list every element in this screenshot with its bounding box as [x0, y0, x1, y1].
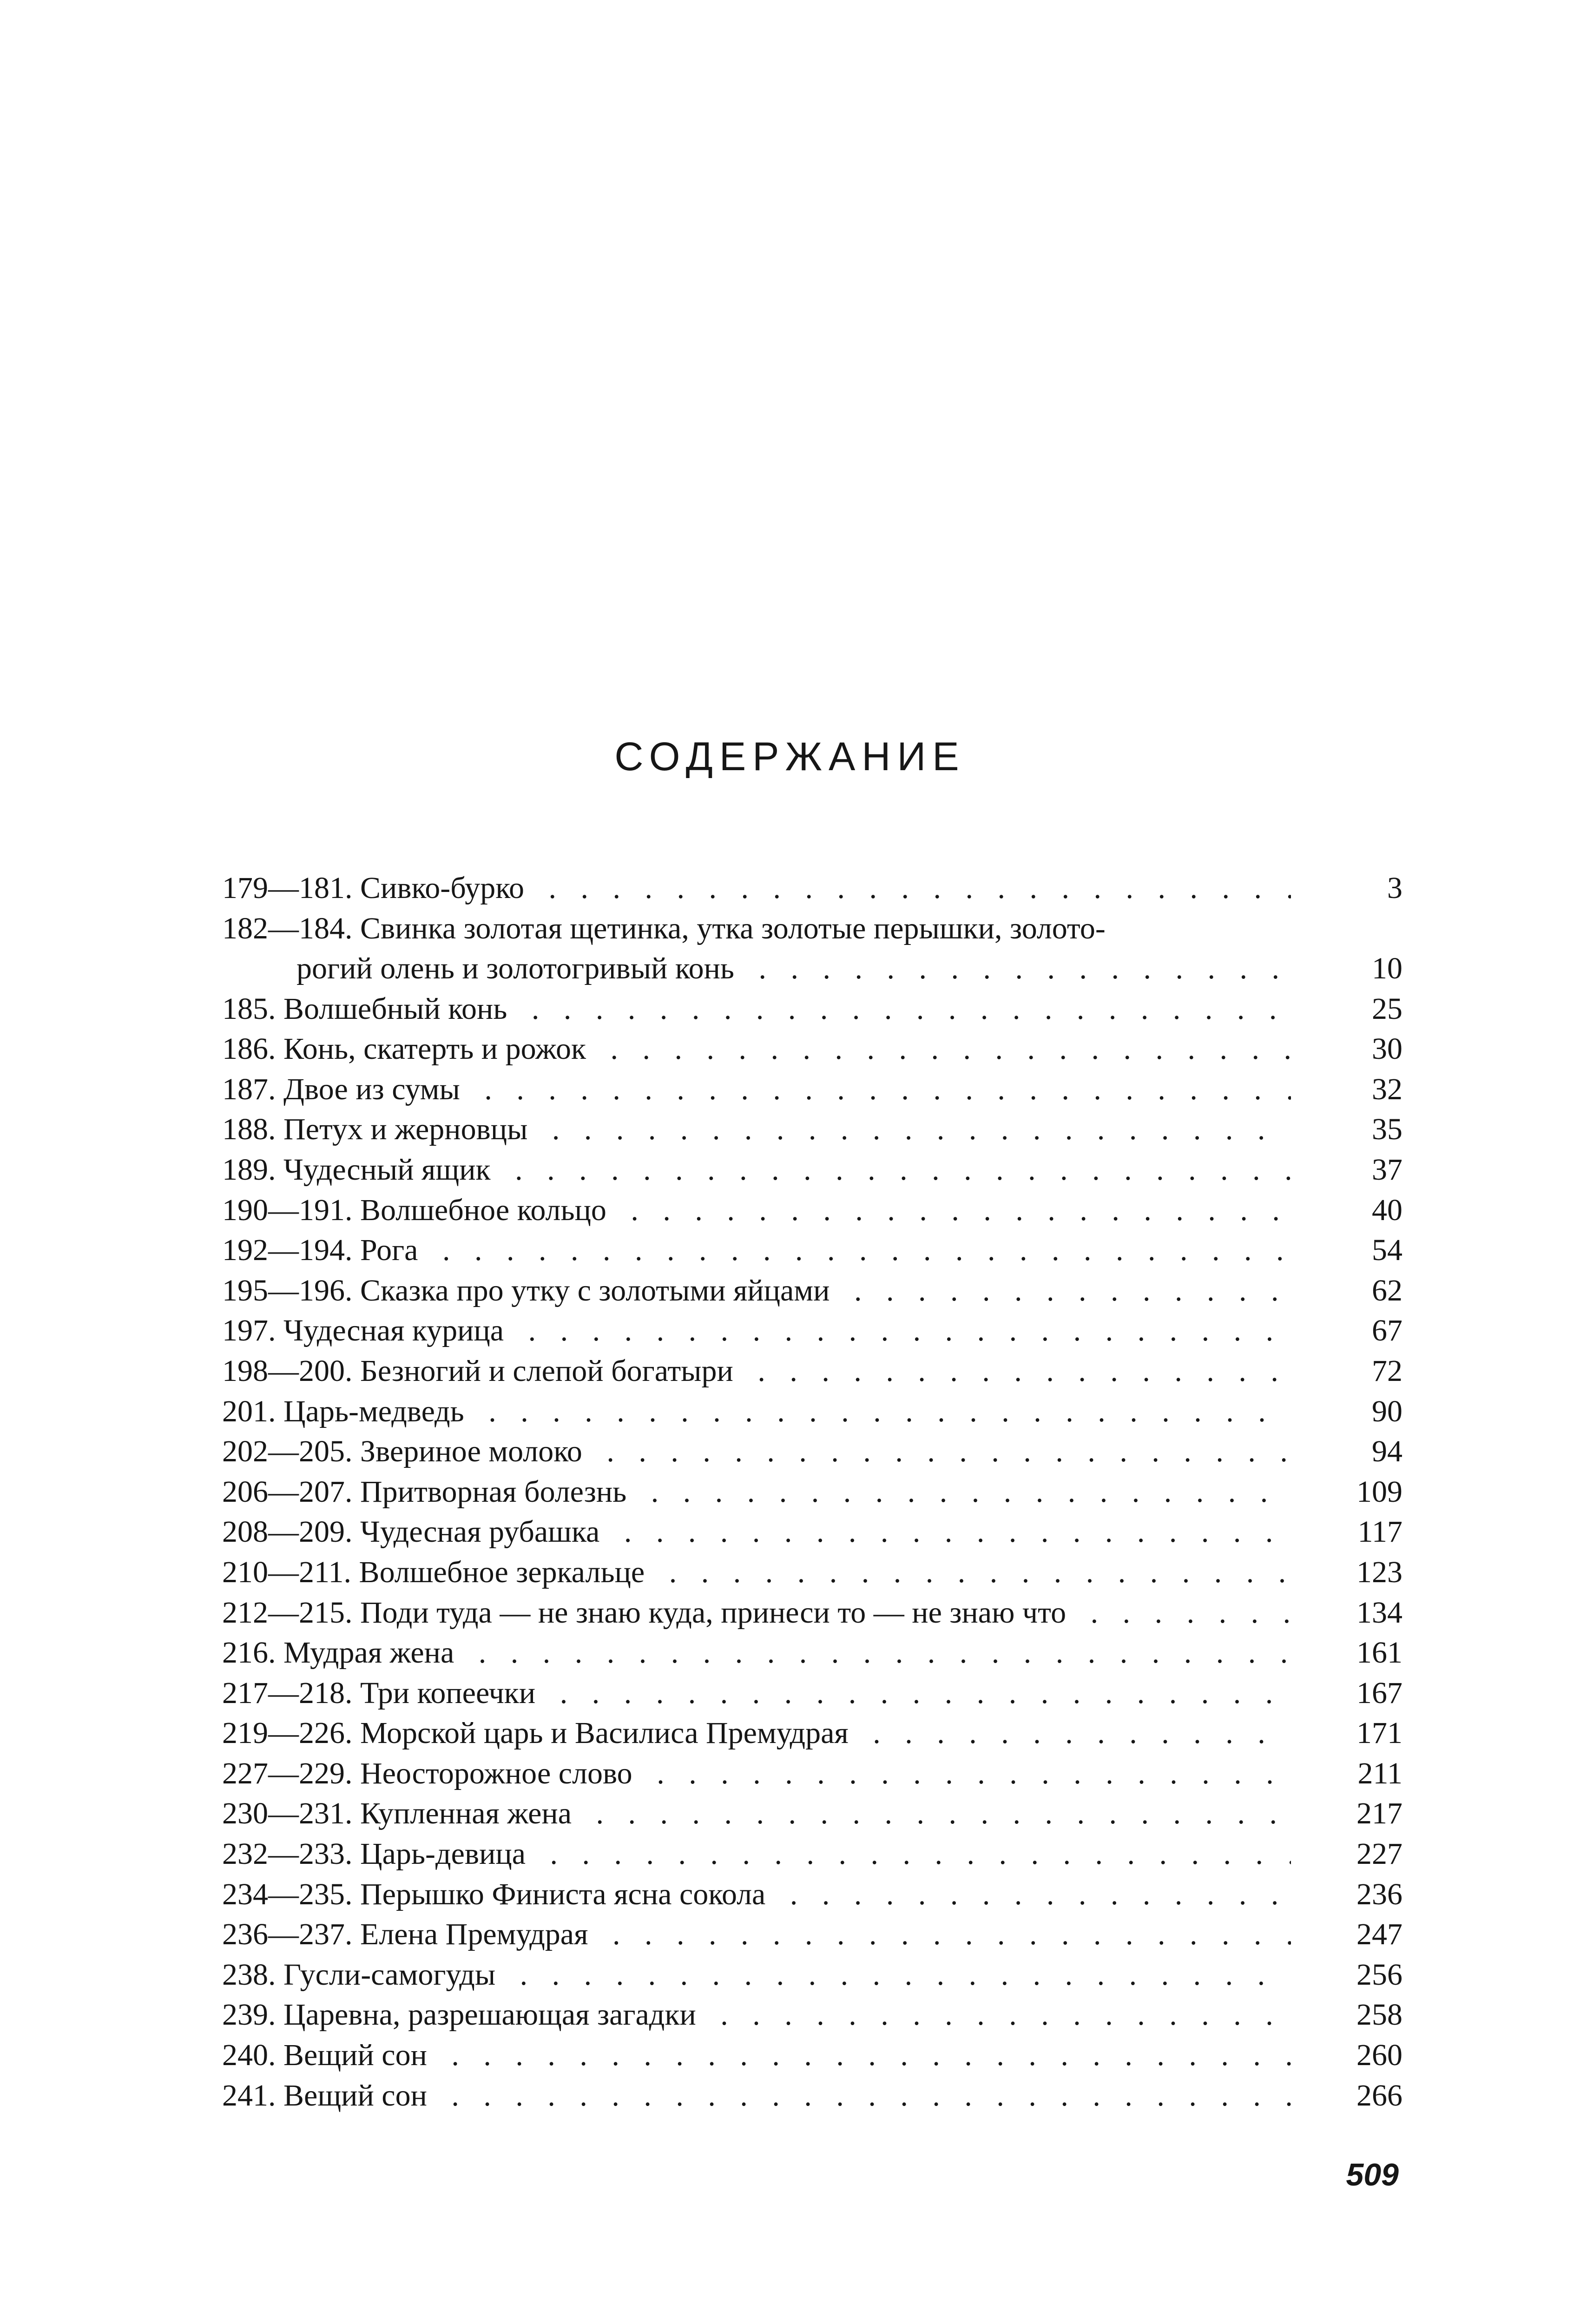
toc-entry-page: 266: [1356, 2078, 1402, 2113]
toc-entry-label: 212—215. Поди туда — не знаю куда, принеси то — не знаю что: [222, 1596, 1074, 1630]
toc-entry-label: 234—235. Перышко Финиста ясна сокола: [222, 1877, 774, 1911]
toc-entry-page: 62: [1372, 1273, 1402, 1307]
toc-entry-page: 123: [1356, 1555, 1402, 1589]
toc-entry-label: 198—200. Безногий и слепой богатыри: [222, 1354, 742, 1388]
toc-entry-label: 190—191. Волшебное кольцо: [222, 1193, 615, 1227]
toc-entry: [222, 1875, 1402, 1915]
toc-entry: [222, 909, 1402, 989]
toc-entry-label: 182—184. Свинка золотая щетинка, утка золотые перышки, золото-: [222, 911, 1106, 945]
toc-entry: [222, 1109, 1402, 1150]
page-number: 509: [1346, 2157, 1399, 2192]
toc-entry: [222, 1070, 1402, 1110]
toc-entry-label: 240. Вещий сон: [222, 2038, 435, 2072]
toc-entry-page: 260: [1356, 2038, 1402, 2073]
toc-entry-label: 195—196. Сказка про утку с золотыми яйцами: [222, 1274, 838, 1307]
toc-entry: [222, 1230, 1402, 1271]
toc-entry-page: 109: [1356, 1474, 1402, 1509]
toc-entry-label: 188. Петух и жерновцы: [222, 1112, 536, 1146]
toc-entry-label: 227—229. Неосторожное слово: [222, 1756, 641, 1790]
toc-entry: [222, 1150, 1402, 1190]
toc-entry: [222, 1392, 1402, 1432]
toc-entry-page: 117: [1357, 1515, 1402, 1549]
toc-entry-page: 40: [1372, 1193, 1402, 1227]
toc-entry: [222, 1351, 1402, 1392]
toc-entry-page: 30: [1372, 1032, 1402, 1066]
toc-entry-label: 208—209. Чудесная рубашка: [222, 1515, 608, 1549]
toc-entry-label: 238. Гусли-самогуды: [222, 1958, 504, 1992]
toc-entry-label-continued: рогий олень и золотогривый конь: [296, 951, 743, 985]
toc-entry: [222, 1190, 1402, 1231]
toc-entry-page: 54: [1372, 1233, 1402, 1268]
toc-entry-label: 187. Двое из сумы: [222, 1072, 468, 1106]
toc-entry-label: 239. Царевна, разрешающая загадки: [222, 1998, 704, 2032]
toc-entry-page: 10: [1372, 951, 1402, 986]
toc-entry-page: 258: [1356, 1998, 1402, 2032]
toc-entry-page: 35: [1372, 1112, 1402, 1147]
toc-entry-page: 236: [1356, 1877, 1402, 1911]
toc-entry-label: 206—207. Притворная болезнь: [222, 1475, 635, 1509]
toc-entry-label: 241. Вещий сон: [222, 2079, 435, 2113]
toc-entry-page: 217: [1356, 1796, 1402, 1831]
toc-entry-label: 232—233. Царь-девица: [222, 1837, 534, 1871]
toc-entry-label: 197. Чудесная курица: [222, 1314, 512, 1347]
toc-entry: [222, 989, 1402, 1030]
toc-entry-page: 90: [1372, 1394, 1402, 1428]
toc-entry: [222, 2076, 1402, 2116]
toc-entry-page: 227: [1356, 1837, 1402, 1871]
toc-entry: [222, 1271, 1402, 1311]
toc-entry: [222, 1834, 1402, 1875]
toc-entry-page: 67: [1372, 1314, 1402, 1348]
toc-entry-label: 202—205. Звериное молоко: [222, 1434, 591, 1468]
toc-list: [222, 989, 1402, 2116]
toc-entry-label: 186. Конь, скатерть и рожок: [222, 1032, 594, 1066]
toc-entry: [222, 1512, 1402, 1552]
toc-entry-page: 167: [1356, 1676, 1402, 1710]
toc-entry-label: 219—226. Морской царь и Василиса Премудрая: [222, 1716, 857, 1750]
toc-entry-page: 94: [1372, 1434, 1402, 1469]
toc-entry-page: 171: [1356, 1716, 1402, 1750]
toc-entry-label: 216. Мудрая жена: [222, 1636, 462, 1670]
toc-entry-page: 32: [1372, 1072, 1402, 1106]
toc-entry-page: 25: [1372, 991, 1402, 1026]
toc-entry: [222, 1794, 1402, 1834]
toc-entry-label: 201. Царь-медведь: [222, 1394, 473, 1428]
toc-entry: [222, 1713, 1402, 1754]
toc-entry: [222, 1955, 1402, 1995]
toc-entry: [222, 1311, 1402, 1351]
toc-entry-label: 217—218. Три копеечки: [222, 1676, 544, 1710]
toc-entry-label: 230—231. Купленная жена: [222, 1796, 580, 1830]
toc-entry-label: 210—211. Волшебное зеркальце: [222, 1555, 653, 1589]
toc-entry: [222, 1915, 1402, 1955]
table-of-contents: [222, 868, 1402, 2116]
toc-entry: [222, 1754, 1402, 1794]
toc-entry-label: 236—237. Елена Премудрая: [222, 1917, 596, 1951]
toc-entry: [222, 2035, 1402, 2076]
toc-entry-label: 179—181. Сивко-бурко: [222, 871, 533, 905]
toc-entry-label: 185. Волшебный конь: [222, 992, 515, 1026]
toc-entry: [222, 1673, 1402, 1714]
toc-entry: [222, 1432, 1402, 1472]
toc-entry-page: 3: [1387, 871, 1402, 905]
toc-entry: [222, 1472, 1402, 1512]
toc-entry: [222, 1552, 1402, 1593]
toc-entry-page: 134: [1356, 1595, 1402, 1630]
page-title: СОДЕРЖАНИЕ: [614, 734, 966, 779]
toc-entry: [222, 1995, 1402, 2035]
toc-entry: [222, 868, 1402, 909]
toc-entry-page: 37: [1372, 1152, 1402, 1187]
toc-entry-label: 189. Чудесный ящик: [222, 1153, 499, 1187]
toc-entry: [222, 1633, 1402, 1673]
toc-entry: [222, 1029, 1402, 1070]
toc-entry-label: 192—194. Рога: [222, 1233, 426, 1267]
toc-entry-page: 72: [1372, 1353, 1402, 1388]
toc-entry-page: 161: [1356, 1636, 1402, 1670]
toc-entry: [222, 1593, 1402, 1633]
toc-entry-page: 211: [1357, 1756, 1402, 1790]
toc-entry-page: 256: [1356, 1957, 1402, 1992]
toc-entry-page: 247: [1356, 1917, 1402, 1952]
